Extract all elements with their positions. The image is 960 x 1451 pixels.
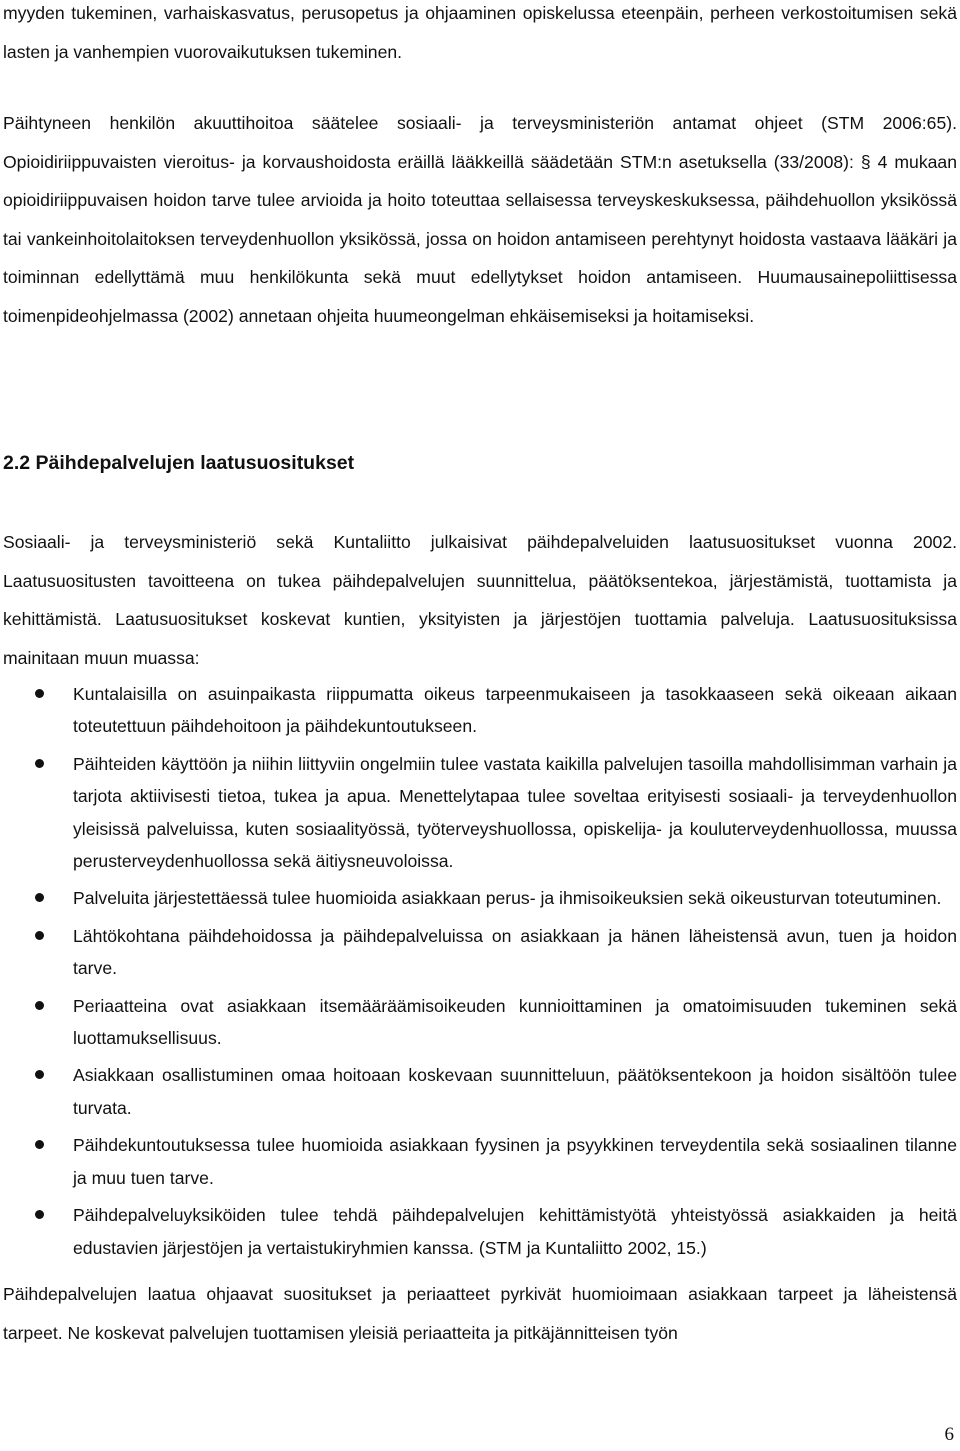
- bullet-list: [0, 678, 960, 1269]
- bullet-icon: [35, 893, 44, 902]
- list-item-text: Päihdekuntoutuksessa tulee huomioida asiakkaan fyysinen ja psyykkinen terveydentila sekä sosiaalinen tilanne ja muu tuen tarve.: [73, 1135, 957, 1188]
- list-item: [0, 882, 957, 914]
- list-item-text: Päihdepalveluyksiköiden tulee tehdä päihdepalvelujen kehittämistyötä yhteistyössä asiakkaiden ja heitä edustavien järjestöjen ja vertaistukiryhmien kanssa. (STM ja Kuntaliitto 2002, 15.): [73, 1205, 957, 1258]
- list-item: [0, 1199, 957, 1264]
- list-item-text: Palveluita järjestettäessä tulee huomioida asiakkaan perus- ja ihmisoikeuksien sekä oikeusturvan toteutuminen.: [73, 888, 942, 909]
- paragraph-legislation: Päihtyneen henkilön akuuttihoitoa säätelee sosiaali- ja terveysministeriön antamat ohjeet (STM 2006:65). Opioidiriippuvaisten vieroitus- ja korvaushoidosta eräillä lääkkeillä säädetään STM:n asetuksella (33/2008): § 4 mukaan opioidiriippuvaisen hoidon tarve tulee arvioida ja hoito toteuttaa sellaisessa terveyskeskuksessa, päihdehuollon yksikössä tai vankeinhoitolaitoksen terveydenhuollon yksikössä, jossa on hoidon antamiseen perehtynyt hoidosta vastaava lääkäri ja toiminnan edellyttämä muu henkilökunta sekä muut edellytykset hoidon antamiseen. Huumausainepoliittisessa toimenpideohjelmassa (2002) annetaan ohjeita huumeongelman ehkäisemiseksi ja hoitamiseksi.: [3, 113, 957, 326]
- list-item: [0, 1059, 957, 1124]
- paragraph-intro-continuation: myyden tukeminen, varhaiskasvatus, perusopetus ja ohjaaminen opiskelussa eteenpäin, perheen verkostoitumisen sekä lasten ja vanhempien vuorovaikutuksen tukeminen.: [3, 3, 957, 62]
- section-heading: 2.2 Päihdepalvelujen laatusuositukset: [3, 452, 355, 474]
- list-item: [0, 678, 957, 743]
- list-item: [0, 990, 957, 1055]
- list-item-text: Periaatteina ovat asiakkaan itsemääräämisoikeuden kunnioittaminen ja omatoimisuuden tukeminen sekä luottamuksellisuus.: [73, 995, 957, 1049]
- list-item: [0, 1129, 957, 1194]
- list-item-text: Kuntalaisilla on asuinpaikasta riippumatta oikeus tarpeenmukaiseen ja tasokkaaseen sekä oikeaan aikaan toteutettuun päihdehoitoon ja päihdekuntoutukseen.: [73, 684, 957, 737]
- list-item-text: Asiakkaan osallistuminen omaa hoitoaan koskevaan suunnitteluun, päätöksentekoon ja hoidon sisältöön tulee turvata.: [73, 1065, 957, 1118]
- bullet-icon: [35, 1140, 44, 1149]
- paragraph-closing: Päihdepalvelujen laatua ohjaavat suositukset ja periaatteet pyrkivät huomioimaan asiakkaan tarpeet ja läheistensä tarpeet. Ne koskevat palvelujen tuottamisen yleisiä periaatteita ja pitkäjännitteisen työn: [3, 1284, 957, 1343]
- paragraph-quality-recommendations: Sosiaali- ja terveysministeriö sekä Kuntaliitto julkaisivat päihdepalveluiden laatusuositukset vuonna 2002. Laatusuositusten tavoitteena on tukea päihdepalvelujen suunnittelua, päätöksentekoa, järjestämistä, tuottamista ja kehittämistä. Laatusuositukset koskevat kuntien, yksityisten ja järjestöjen tuottamia palveluja. Laatusuosituksissa mainitaan muun muassa:: [3, 532, 957, 668]
- bullet-icon: [35, 759, 44, 768]
- list-item-text: Päihteiden käyttöön ja niihin liittyviin ongelmiin tulee vastata kaikilla palvelujen tasoilla mahdollisimman varhain ja tarjota aktiivisesti tietoa, tukea ja apua. Menettelytapaa tulee soveltaa erityisesti sosiaali- ja terveydenhuollon yleisissä palveluissa, kuten sosiaalityössä, työterveyshuollossa, opiskelija- ja kouluterveydenhuollossa, muussa perusterveydenhuollossa sekä äitiysneuvoloissa.: [73, 753, 957, 872]
- bullet-icon: [35, 689, 44, 698]
- bullet-icon: [35, 1070, 44, 1079]
- bullet-icon: [35, 1210, 44, 1219]
- list-item-text: Lähtökohtana päihdehoidossa ja päihdepalveluissa on asiakkaan ja hänen läheistensä avun, tuen ja hoidon tarve.: [73, 925, 957, 979]
- bullet-icon: [35, 1001, 44, 1010]
- list-item: [0, 920, 957, 985]
- page-number: 6: [944, 1424, 954, 1445]
- bullet-icon: [35, 931, 44, 940]
- list-item: [0, 748, 957, 878]
